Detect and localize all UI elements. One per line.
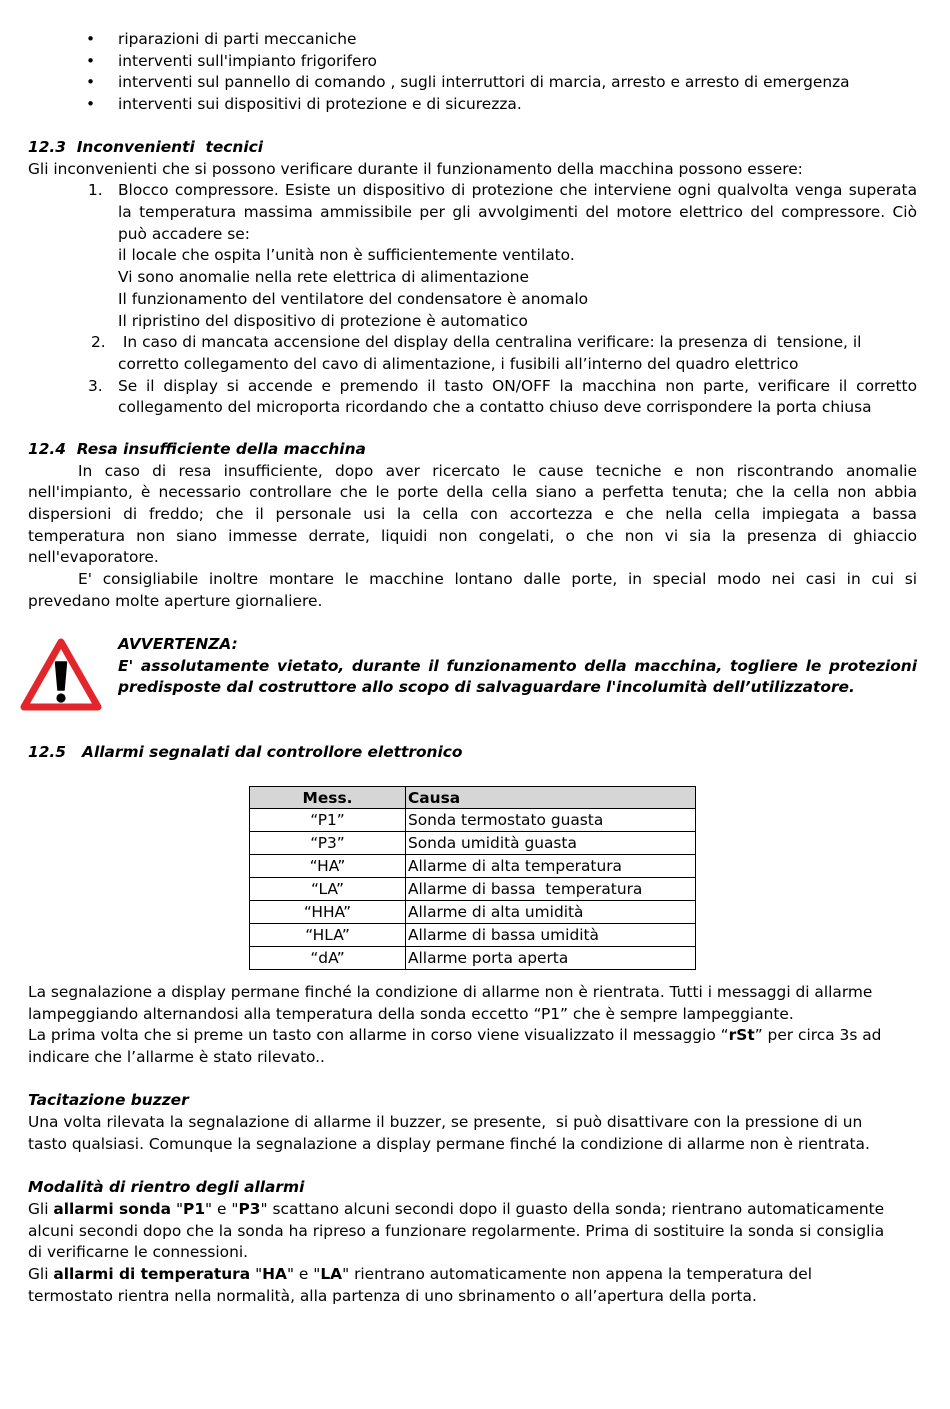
cell-mess: “P3” — [250, 832, 406, 855]
bullet-symbol: • — [86, 73, 96, 92]
paragraph-line: prevedano molte aperture giornaliere. — [28, 591, 323, 610]
section-12-5 — [28, 742, 462, 764]
note-text: ” per circa 3s ad — [754, 1026, 882, 1045]
bullet-text: interventi sull'impianto frigorifero — [118, 51, 377, 70]
note-line: lampeggiando alternandosi alla temperatura della sonda eccetto “P1” che è sempre lampeggiante. — [28, 1004, 794, 1023]
paragraph-line: E' consigliabile inoltre montare le macchine lontano dalle porte, in special modo nei casi in cui si — [78, 570, 917, 589]
bullet-symbol: • — [86, 95, 96, 114]
bold-part: allarmi sonda — [53, 1199, 172, 1218]
warning-box — [118, 634, 917, 699]
rientro-temp-line — [28, 1264, 928, 1286]
bold-part: P3 — [238, 1199, 261, 1218]
table-row — [250, 855, 696, 878]
bold-part: allarmi di temperatura — [53, 1264, 251, 1283]
cell-causa: Sonda umidità guasta — [406, 832, 696, 855]
text-part: " e " — [286, 1264, 321, 1283]
text-part: " — [171, 1199, 184, 1218]
cell-causa: Allarme porta aperta — [406, 947, 696, 970]
bullet-item — [0, 94, 950, 116]
cell-mess: “HLA” — [250, 924, 406, 947]
bullet-item — [0, 72, 950, 94]
table-row — [250, 832, 696, 855]
item-line: Vi sono anomalie nella rete elettrica di alimentazione — [118, 268, 530, 287]
text-part: " scattano alcuni secondi dopo il guasto della sonda; rientrano automaticamente — [260, 1199, 885, 1218]
bold-part: LA — [320, 1264, 343, 1283]
item-line: la temperatura massima ammissibile per gli avvolgimenti del motore elettrico del compressore. Ciò — [118, 203, 917, 222]
paragraph-line: nell'impianto, è necessario controllare che le porte della cella siano a perfetta tenuta; che la cella non abbia — [28, 483, 917, 502]
tacitazione-heading: Tacitazione buzzer — [28, 1091, 189, 1110]
top-bullet-list — [0, 29, 950, 116]
text-part: Gli — [28, 1264, 54, 1283]
bullet-item — [0, 51, 950, 73]
item-line: Il funzionamento del ventilatore del condensatore è anomalo — [118, 289, 589, 308]
item-number: 2. — [91, 333, 106, 352]
table-row — [250, 901, 696, 924]
cell-mess: “P1” — [250, 809, 406, 832]
cell-mess: “LA” — [250, 878, 406, 901]
table-row — [250, 947, 696, 970]
cell-causa: Sonda termostato guasta — [406, 809, 696, 832]
item-line: Se il display si accende e premendo il tasto ON/OFF la macchina non parte, verificare il corretto — [118, 376, 917, 395]
cell-causa: Allarme di alta temperatura — [406, 855, 696, 878]
item-line: In caso di mancata accensione del display della centralina verificare: la presenza di tensione, il — [118, 333, 862, 352]
note-line: La segnalazione a display permane finché la condizione di allarme non è rientrata. Tutti i messaggi di allarme — [28, 983, 873, 1001]
section-heading: 12.5 Allarmi segnalati dal controllore elettronico — [28, 743, 463, 761]
item-line: può accadere se: — [118, 224, 250, 243]
paragraph-line: temperatura non siano immesse derrate, liquidi non congelati, o che non vi sia la presenza di ghiaccio — [28, 526, 917, 545]
cell-mess: “HHA” — [250, 901, 406, 924]
item-number: 1. — [88, 181, 103, 200]
header-causa: Causa — [406, 787, 696, 809]
header-mess: Mess. — [250, 787, 406, 809]
bullet-text: riparazioni di parti meccaniche — [118, 30, 357, 48]
table-row — [250, 878, 696, 901]
rientro-line: termostato rientra nella normalità, alla partenza di uno sbrinamento o all’apertura della porta. — [28, 1286, 757, 1305]
paragraph-line: nell'evaporatore. — [28, 548, 159, 567]
item-line: corretto collegamento del cavo di alimentazione, i fusibili all’interno del quadro elettrico — [118, 354, 799, 373]
bold-part: HA — [262, 1264, 287, 1283]
cell-mess: “HA” — [250, 855, 406, 878]
table-row — [250, 809, 696, 832]
rientro-sonda-line — [28, 1199, 928, 1221]
bullet-item — [0, 29, 950, 51]
alarm-table — [249, 786, 696, 970]
rst-message: rSt — [728, 1026, 755, 1045]
bullet-symbol: • — [86, 30, 96, 48]
item-line: il locale che ospita l’unità non è sufficientemente ventilato. — [118, 246, 575, 265]
bullet-text: interventi sul pannello di comando , sugli interruttori di marcia, arresto e arresto di emergenza — [118, 73, 850, 92]
numbered-item-1 — [88, 180, 917, 332]
item-line: Il ripristino del dispositivo di protezione è automatico — [118, 311, 528, 330]
cell-causa: Allarme di alta umidità — [406, 901, 696, 924]
rientro-line: di verificarne le connessioni. — [28, 1243, 249, 1262]
rientro-line: alcuni secondi dopo che la sonda ha ripreso a funzionare regolarmente. Prima di sostituire la sonda si consiglia — [28, 1221, 885, 1240]
bullet-symbol: • — [86, 51, 96, 70]
text-part: " rientrano automaticamente non appena la temperatura del — [342, 1264, 813, 1283]
paragraph-line: In caso di resa insufficiente, dopo aver ricercato le cause tecniche e non riscontrando anomalie — [78, 461, 917, 480]
warning-line: predisposte dal costruttore allo scopo di salvaguardare l'incolumità dell’utilizzatore. — [118, 678, 855, 697]
warning-triangle-icon — [19, 636, 103, 714]
paragraph — [28, 569, 917, 612]
tacitazione-line: Una volta rilevata la segnalazione di allarme il buzzer, se presente, si può disattivare con la pressione di un — [28, 1113, 863, 1132]
warning-line: E' assolutamente vietato, durante il funzionamento della macchina, togliere le protezioni — [118, 656, 917, 675]
spacer — [28, 1156, 928, 1178]
bullet-text: interventi sui dispositivi di protezione e di sicurezza. — [118, 95, 522, 114]
text-part: Gli — [28, 1199, 54, 1218]
text-part: " e " — [205, 1199, 239, 1218]
section-heading: 12.3 Inconvenienti tecnici — [28, 138, 264, 156]
section-12-4 — [28, 439, 917, 613]
spacer — [28, 1069, 928, 1091]
section-12-3 — [28, 137, 917, 419]
cell-causa: Allarme di bassa umidità — [406, 924, 696, 947]
paragraph — [28, 461, 917, 569]
item-line: Blocco compressore. Esiste un dispositivo di protezione che interviene ogni qualvolta venga superata — [118, 181, 917, 200]
note-line-rst — [28, 1025, 928, 1047]
section-intro: Gli inconvenienti che si possono verificare durante il funzionamento della macchina possono essere: — [28, 159, 803, 178]
numbered-item-2 — [91, 332, 917, 375]
warning-title: AVVERTENZA: — [118, 635, 238, 653]
note-line: indicare che l’allarme è stato rilevato.. — [28, 1048, 325, 1067]
tacitazione-line: tasto qualsiasi. Comunque la segnalazione a display permane finché la condizione di allarme non è rientrata. — [28, 1134, 870, 1153]
bold-part: P1 — [183, 1199, 206, 1218]
numbered-item-3 — [88, 376, 917, 419]
text-part: " — [250, 1264, 263, 1283]
alarm-notes — [28, 982, 928, 1307]
item-line: collegamento del microporta ricordando che a contatto chiuso deve corrispondere la porta chiusa — [118, 398, 872, 417]
table-row — [250, 924, 696, 947]
item-number: 3. — [88, 376, 103, 395]
cell-causa: Allarme di bassa temperatura — [406, 878, 696, 901]
note-text: La prima volta che si preme un tasto con allarme in corso viene visualizzato il messaggio “ — [28, 1026, 729, 1045]
rientro-heading: Modalità di rientro degli allarmi — [28, 1178, 305, 1197]
cell-mess: “dA” — [250, 947, 406, 970]
section-heading: 12.4 Resa insufficiente della macchina — [28, 440, 366, 458]
paragraph-line: dispersioni di freddo; che il personale usi la cella con accortezza e che nella cella impiegata a bassa — [28, 505, 917, 524]
table-header-row — [250, 787, 696, 809]
